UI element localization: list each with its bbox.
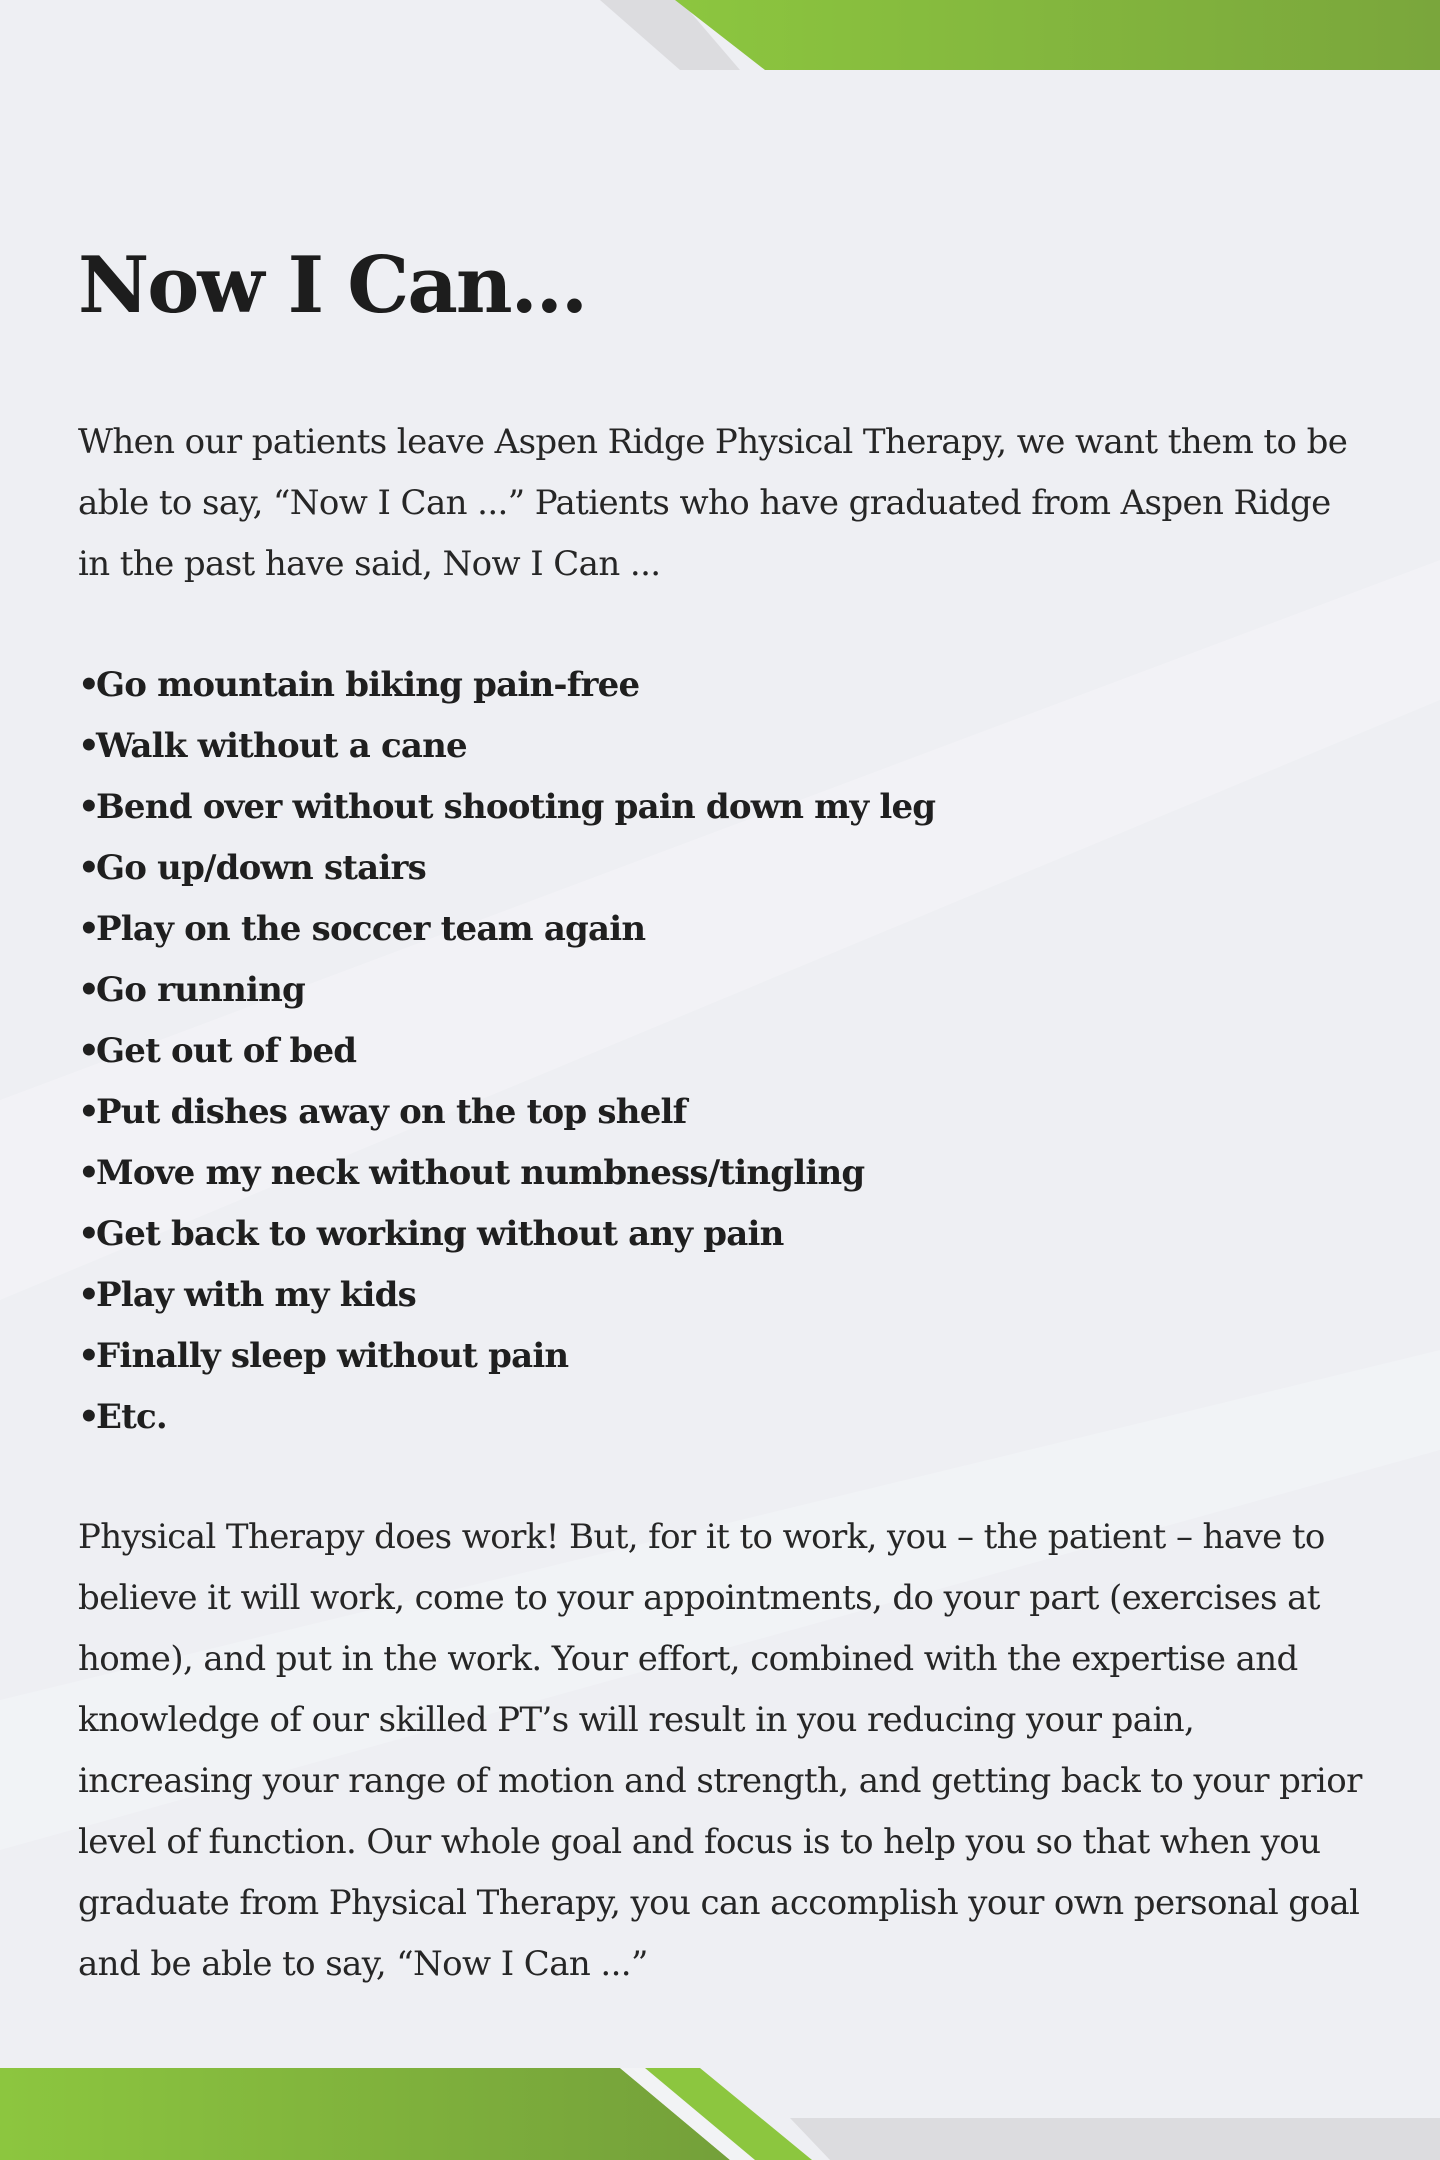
list-item: •Go up/down stairs (78, 838, 935, 899)
now-i-can-list (78, 655, 935, 1448)
closing-paragraph: Physical Therapy does work! But, for it to work, you – the patient – have to believe it will work, come to your appointments, do your part (exercises at home), and put in the work. Your effort, combined with the expertise and knowledge of our skilled PT’s will result in you reducing your pain, increasing your range of motion and strength, and getting back to your prior level of function. Our whole goal and focus is to help you so that when you graduate from Physical Therapy, you can accomplish your own personal goal and be able to say, “Now I Can ...” (78, 1517, 1362, 1984)
bullet-mark: • (78, 970, 99, 1010)
bullet-mark: • (78, 1031, 99, 1071)
bullet-mark: • (78, 1397, 99, 1437)
list-item: •Get back to working without any pain (78, 1204, 935, 1265)
bullet-mark: • (78, 1153, 99, 1193)
list-item: •Go mountain biking pain-free (78, 655, 935, 716)
bullet-mark: • (78, 909, 99, 949)
bullet-mark: • (78, 1275, 99, 1315)
bullet-mark: • (78, 848, 99, 888)
list-item: •Put dishes away on the top shelf (78, 1082, 935, 1143)
page-title: Now I Can... (78, 240, 587, 331)
bullet-mark: • (78, 665, 99, 705)
bottom-gray-stripe (790, 2118, 1440, 2160)
list-item: •Finally sleep without pain (78, 1326, 935, 1387)
list-item: •Go running (78, 960, 935, 1021)
list-item: •Etc. (78, 1387, 935, 1448)
list-item: •Walk without a cane (78, 716, 935, 777)
top-green-banner (675, 0, 1440, 70)
bullet-mark: • (78, 787, 99, 827)
bullet-mark: • (78, 1214, 99, 1254)
list-item: •Play with my kids (78, 1265, 935, 1326)
bullet-mark: • (78, 1336, 99, 1376)
list-item: •Play on the soccer team again (78, 899, 935, 960)
list-item: •Get out of bed (78, 1021, 935, 1082)
list-item: •Move my neck without numbness/tingling (78, 1143, 935, 1204)
bullet-mark: • (78, 1092, 99, 1132)
bottom-green-banner (0, 2068, 730, 2160)
list-item: •Bend over without shooting pain down my leg (78, 777, 935, 838)
intro-paragraph: When our patients leave Aspen Ridge Physical Therapy, we want them to be able to say, “Now I Can ...” Patients who have graduated from Aspen Ridge in the past have said, Now I Can ... (78, 422, 1348, 584)
bullet-mark: • (78, 726, 99, 766)
